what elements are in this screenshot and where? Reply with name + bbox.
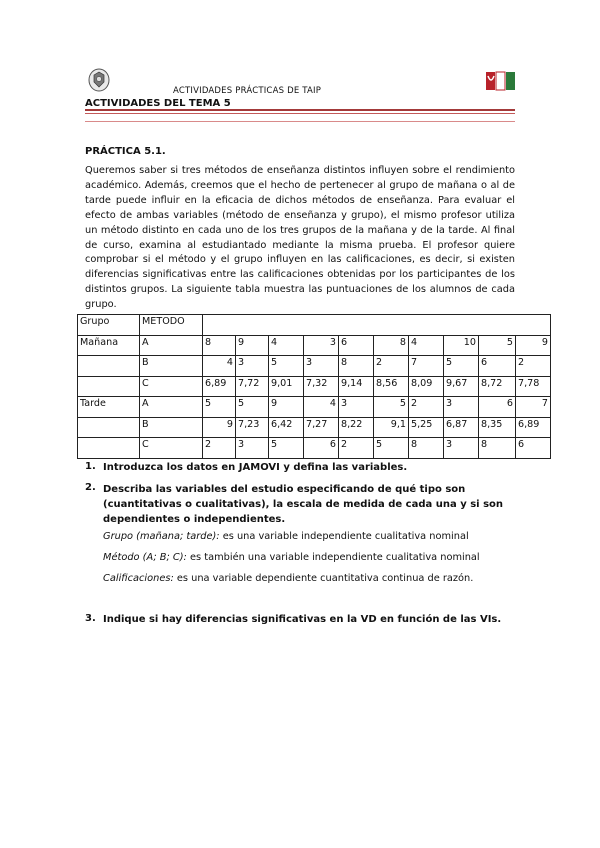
score-cell: 7,23 — [236, 417, 269, 438]
grupo-cell — [78, 356, 140, 377]
section-title: ACTIVIDADES DEL TEMA 5 — [85, 98, 231, 109]
table-row — [78, 356, 551, 377]
score-cell: 9,14 — [339, 376, 374, 397]
score-cell: 8 — [479, 438, 516, 459]
score-cell: 5,25 — [409, 417, 444, 438]
intro-line: Queremos saber si tres métodos de enseñanza distintos influyen sobre el rendimiento — [85, 165, 515, 176]
score-cell: 3 — [304, 356, 339, 377]
score-cell: 2 — [339, 438, 374, 459]
grupo-cell — [78, 376, 140, 397]
question-2: 2. Describa las variables del estudio especificando de qué tipo son (cuantitativas o cualitativas), la escala de medida de cada una y si son dependientes o independientes. — [85, 482, 504, 525]
score-cell: 2 — [409, 397, 444, 418]
metodo-cell: B — [140, 356, 203, 377]
score-cell: 9 — [236, 335, 269, 356]
score-cell: 6,87 — [444, 417, 479, 438]
university-seal-icon — [88, 68, 110, 92]
score-cell: 10 — [444, 335, 479, 356]
intro-line: grupo. — [85, 299, 117, 311]
header-rule — [85, 109, 515, 111]
score-cell: 7,27 — [304, 417, 339, 438]
score-cell: 9 — [516, 335, 551, 356]
header-rule — [85, 113, 515, 114]
score-cell: 4 — [304, 397, 339, 418]
header-cell-grupo: Grupo — [78, 315, 140, 336]
intro-line: de curso, examina al estudiantado mediante la misma prueba. El profesor quiere — [85, 239, 515, 251]
table-row — [78, 335, 551, 356]
question-3: 3. Indique si hay diferencias significativas en la VD en función de las VIs. — [85, 613, 502, 625]
score-cell: 4 — [409, 335, 444, 356]
score-cell: 5 — [203, 397, 236, 418]
table-header-row — [78, 315, 551, 336]
intro-line: comprobar si el método y el grupo influyen en las calificaciones, es decir, si existen — [85, 254, 515, 266]
score-cell: 3 — [304, 335, 339, 356]
score-cell: 2 — [374, 356, 409, 377]
score-cell: 3 — [236, 438, 269, 459]
metodo-cell: C — [140, 376, 203, 397]
score-cell: 6,42 — [269, 417, 304, 438]
grupo-cell — [78, 417, 140, 438]
score-cell: 5 — [269, 438, 304, 459]
table-row — [78, 438, 551, 459]
intro-line: diferencias significativas entre las calificaciones obtenidas por los participantes de los — [85, 269, 515, 281]
score-cell: 5 — [374, 397, 409, 418]
scores-table — [77, 314, 551, 459]
score-cell: 6 — [304, 438, 339, 459]
metodo-cell: A — [140, 335, 203, 356]
intro-line: distintos grupos. La siguiente tabla muestra las puntuaciones de los alumnos de cada — [85, 284, 515, 296]
score-cell: 8 — [339, 356, 374, 377]
grupo-cell — [78, 438, 140, 459]
score-cell: 5 — [444, 356, 479, 377]
score-cell: 8 — [374, 335, 409, 356]
question-1: 1. Introduzca los datos en JAMOVI y defina las variables. — [85, 461, 408, 473]
score-cell: 4 — [269, 335, 304, 356]
table-row — [78, 376, 551, 397]
score-cell: 7 — [516, 397, 551, 418]
score-cell: 5 — [374, 438, 409, 459]
score-cell: 6 — [339, 335, 374, 356]
metodo-cell: A — [140, 397, 203, 418]
answer-metodo: Método (A; B; C): es también una variable independiente cualitativa nominal — [103, 552, 480, 563]
score-cell: 6,89 — [203, 376, 236, 397]
score-cell: 5 — [269, 356, 304, 377]
answer-grupo: Grupo (mañana; tarde): es una variable independiente cualitativa nominal — [103, 531, 469, 542]
score-cell: 9 — [269, 397, 304, 418]
score-cell: 2 — [203, 438, 236, 459]
institution-logo-icon — [486, 70, 516, 92]
score-cell: 3 — [444, 438, 479, 459]
score-cell: 3 — [444, 397, 479, 418]
score-cell: 9 — [203, 417, 236, 438]
header-title: ACTIVIDADES PRÁCTICAS DE TAIP — [173, 86, 322, 96]
score-cell: 5 — [236, 397, 269, 418]
score-cell: 8,56 — [374, 376, 409, 397]
score-cell: 5 — [479, 335, 516, 356]
table-row — [78, 397, 551, 418]
score-cell: 8,35 — [479, 417, 516, 438]
intro-line: tarde puede influir en la eficacia de dichos métodos de enseñanza. Para evaluar el — [85, 194, 515, 206]
grupo-cell: Mañana — [78, 335, 140, 356]
metodo-cell: B — [140, 417, 203, 438]
score-cell: 7,72 — [236, 376, 269, 397]
header-empty-cell — [203, 315, 551, 336]
score-cell: 4 — [203, 356, 236, 377]
metodo-cell: C — [140, 438, 203, 459]
score-cell: 2 — [516, 356, 551, 377]
grupo-cell: Tarde — [78, 397, 140, 418]
score-cell: 9,1 — [374, 417, 409, 438]
intro-line: académico. Además, creemos que el hecho de pertenecer al grupo de mañana o al de — [85, 179, 515, 191]
score-cell: 6 — [479, 397, 516, 418]
score-cell: 7,32 — [304, 376, 339, 397]
header-rule — [85, 121, 515, 122]
practice-title: PRÁCTICA 5.1. — [85, 146, 166, 157]
score-cell: 7 — [409, 356, 444, 377]
score-cell: 6 — [479, 356, 516, 377]
answer-calificaciones: Calificaciones: es una variable dependiente cuantitativa continua de razón. — [103, 573, 474, 584]
intro-line: efecto de ambas variables (método de enseñanza y grupo), el mismo profesor utiliza — [85, 209, 515, 221]
score-cell: 8,22 — [339, 417, 374, 438]
score-cell: 8 — [409, 438, 444, 459]
intro-line: un método distinto en cada uno de los tres grupos de la mañana y de la tarde. Al final — [85, 224, 515, 236]
table-row — [78, 417, 551, 438]
score-cell: 3 — [339, 397, 374, 418]
score-cell: 9,67 — [444, 376, 479, 397]
score-cell: 3 — [236, 356, 269, 377]
score-cell: 6 — [516, 438, 551, 459]
score-cell: 8,09 — [409, 376, 444, 397]
score-cell: 9,01 — [269, 376, 304, 397]
score-cell: 7,78 — [516, 376, 551, 397]
header-cell-metodo: METODO — [140, 315, 203, 336]
score-cell: 8,72 — [479, 376, 516, 397]
score-cell: 6,89 — [516, 417, 551, 438]
intro-paragraph — [85, 164, 515, 313]
score-cell: 8 — [203, 335, 236, 356]
